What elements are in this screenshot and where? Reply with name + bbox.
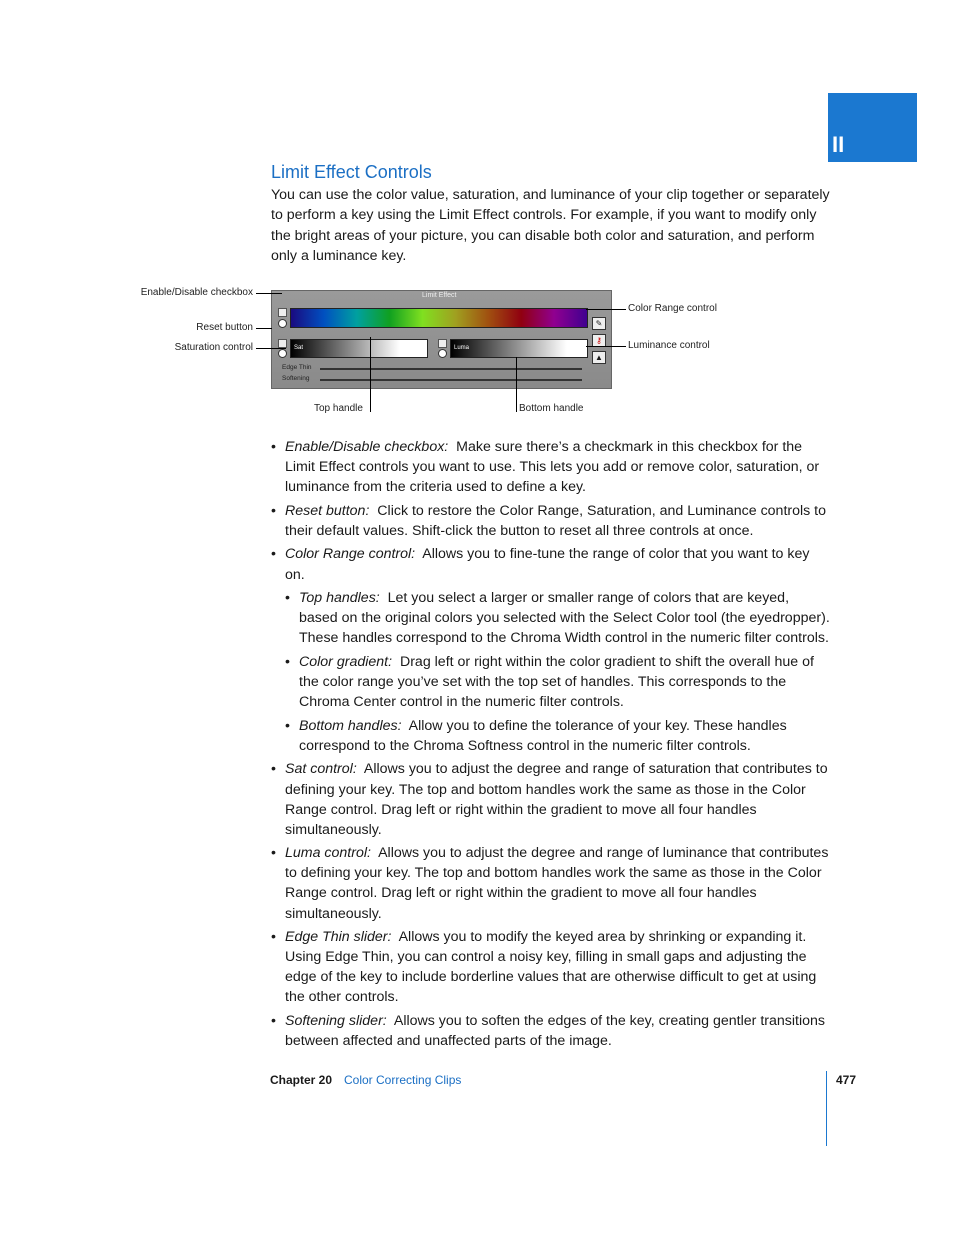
footer-chapter: Chapter 20 [270,1073,333,1087]
list-item [285,652,831,712]
edge-thin-slider[interactable] [320,368,582,370]
item-term: Color gradient: [299,653,393,670]
chapter-tab: II [828,93,917,162]
list-item [271,759,831,839]
item-term: Softening slider: [285,1013,387,1030]
item-text: Click to restore the Color Range, Saturation, and Luminance controls to their default values. Shift-click the button to reset all three controls at once. [285,502,827,539]
list-item [271,843,831,923]
reset-button[interactable] [278,319,287,328]
list-item [271,1011,831,1051]
callout-saturation: Saturation control [174,342,253,353]
item-term: Luma control: [285,845,371,862]
item-term: Top handles: [299,590,380,607]
footer-divider [826,1071,827,1146]
edge-thin-label: Edge Thin [282,364,312,371]
luma-gradient[interactable]: Luma [450,339,588,358]
item-text: Let you select a larger or smaller range of colors that are keyed, based on the original colors you selected with the Select Color tool (the eyedropper). These handles correspond to the Chroma Width control in the numeric filter controls. [299,590,830,647]
callout-color-range: Color Range control [628,303,717,314]
item-text: Allows you to modify the keyed area by shrinking or expanding it. Using Edge Thin, you can control a noisy key, filling in small gaps and adjusting the edge of the key to include borderline values that are otherwise difficult to get at using the other controls. [285,929,817,1006]
item-term: Bottom handles: [299,717,402,734]
matte-icon[interactable]: ▲ [592,351,606,364]
item-text: Make sure there’s a checkmark in this checkbox for the Limit Effect controls you want to use. This lets you add or remove color, saturation, or luminance from the criteria used to define a key. [285,439,820,496]
item-text: Allows you to fine-tune the range of color that you want to key on. [285,546,810,583]
sat-gradient[interactable]: Sat [290,339,428,358]
eyedropper-icon[interactable]: ✎ [592,317,606,330]
list-item [285,588,831,648]
color-range-gradient[interactable] [290,308,588,328]
callout-luminance: Luminance control [628,340,710,351]
callout-reset: Reset button [196,322,253,333]
item-text: Allow you to define the tolerance of your key. These handles correspond to the Chroma Softness control in the numeric filter controls. [299,717,787,754]
list-item [285,716,831,756]
item-text: Allows you to adjust the degree and range of luminance that contributes to defining your key. The top and bottom handles work the same as those in the Color Range control. Drag left or right within the gradient to move all four handles simultaneously. [285,845,829,922]
item-term: Reset button: [285,502,370,519]
callout-bottom-handle: Bottom handle [519,403,584,414]
sat-enable-checkbox[interactable] [278,339,287,348]
section-heading: Limit Effect Controls [271,162,432,182]
sat-reset-button[interactable] [278,349,287,358]
item-text: Allows you to soften the edges of the key, creating gentler transitions between affected and unaffected parts of the image. [285,1013,825,1050]
key-icon[interactable]: ⚷ [592,334,606,347]
page-number: 477 [836,1073,857,1087]
item-term: Sat control: [285,761,357,778]
item-term: Enable/Disable checkbox: [285,439,449,455]
luma-reset-button[interactable] [438,349,447,358]
definition-list [271,437,831,1055]
item-text: Drag left or right within the color gradient to shift the overall hue of the color range you’ve set with the top set of handles. This corresponds to the Chroma Center control in the numeric filter controls. [299,653,814,711]
luma-enable-checkbox[interactable] [438,339,447,348]
list-item [271,501,831,541]
intro-paragraph: You can use the color value, saturation, and luminance of your clip together or separately to perform a key using the Limit Effect controls. For example, if you want to modify only the bright areas of your picture, you can disable both color and saturation, and perform only a luminance key. [271,187,830,264]
callout-enable: Enable/Disable checkbox [140,287,253,298]
list-item [271,927,831,1007]
item-text: Allows you to adjust the degree and range of saturation that contributes to defining your key. The top and bottom handles work the same as those in the Color Range control. Drag left or right within the gradient to move all four handles simultaneously. [285,761,828,838]
list-item [271,544,831,584]
item-term: Color Range control: [285,546,416,563]
limit-effect-figure [271,290,612,389]
softening-label: Softening [282,375,310,382]
footer-chapter-title[interactable]: Color Correcting Clips [344,1073,462,1087]
softening-slider[interactable] [320,379,582,381]
list-item [271,437,831,497]
item-term: Edge Thin slider: [285,929,392,946]
figure-title: Limit Effect [422,292,457,299]
callout-top-handle: Top handle [314,403,363,414]
enable-checkbox[interactable] [278,308,287,317]
